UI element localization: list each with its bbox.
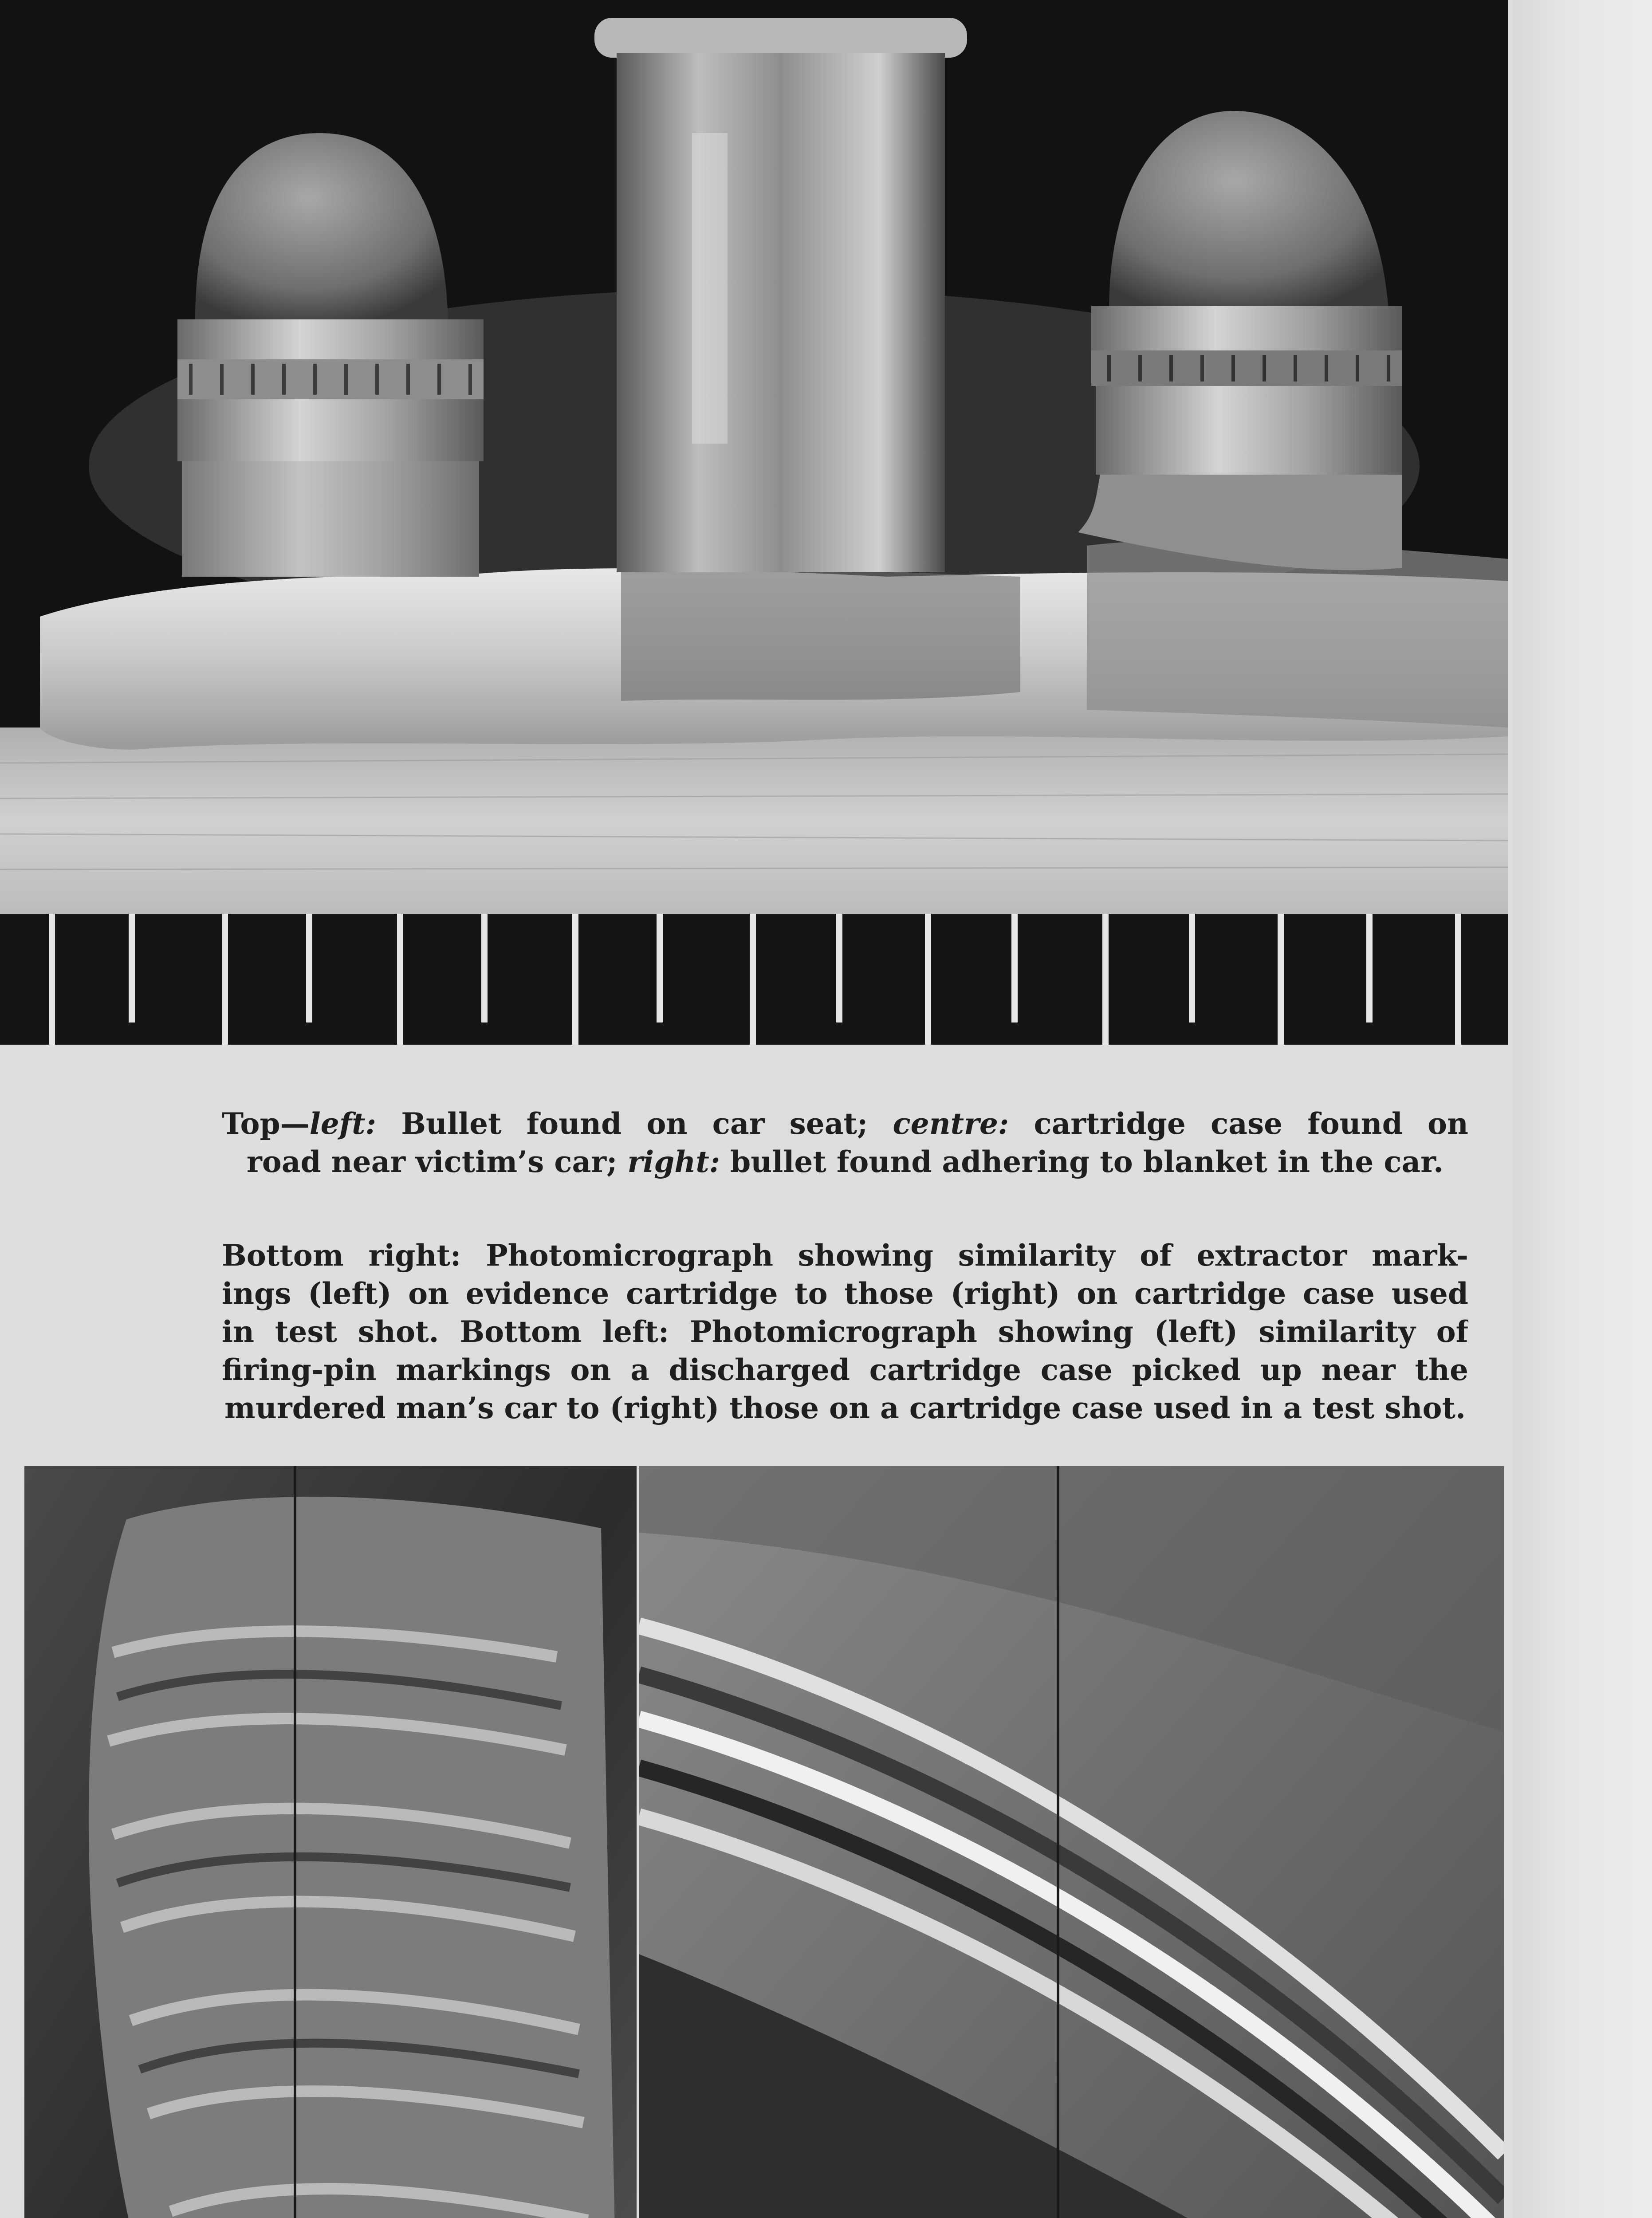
caption-bottom-line-3: in test shot. Bottom left: Photomicrograph showing (left) similarity of xyxy=(222,1314,1468,1349)
caption-bottom-line-4: firing-pin markings on a discharged cartridge case picked up near the xyxy=(222,1353,1468,1387)
caption-top-line-1: Top—left: Bullet found on car seat; centre: cartridge case found on xyxy=(222,1106,1468,1141)
photomicrograph-extractor xyxy=(639,1466,1504,2218)
caption-bottom-line-5: murdered man’s car to (right) those on a cartridge case used in a test shot. xyxy=(224,1391,1466,1425)
caption-bottom-line-1: Bottom right: Photomicrograph showing similarity of extractor mark- xyxy=(222,1238,1468,1273)
page-edge xyxy=(1513,0,1652,2218)
caption-top-line-2: road near victim’s car; right: bullet found adhering to blanket in the car. xyxy=(246,1144,1444,1179)
caption-bottom-line-2: ings (left) on evidence cartridge to those (right) on cartridge case used xyxy=(222,1276,1468,1311)
caption-block xyxy=(222,1105,1468,1427)
evidence-photograph xyxy=(0,0,1508,1045)
photomicrograph-firing-pin xyxy=(24,1466,637,2218)
